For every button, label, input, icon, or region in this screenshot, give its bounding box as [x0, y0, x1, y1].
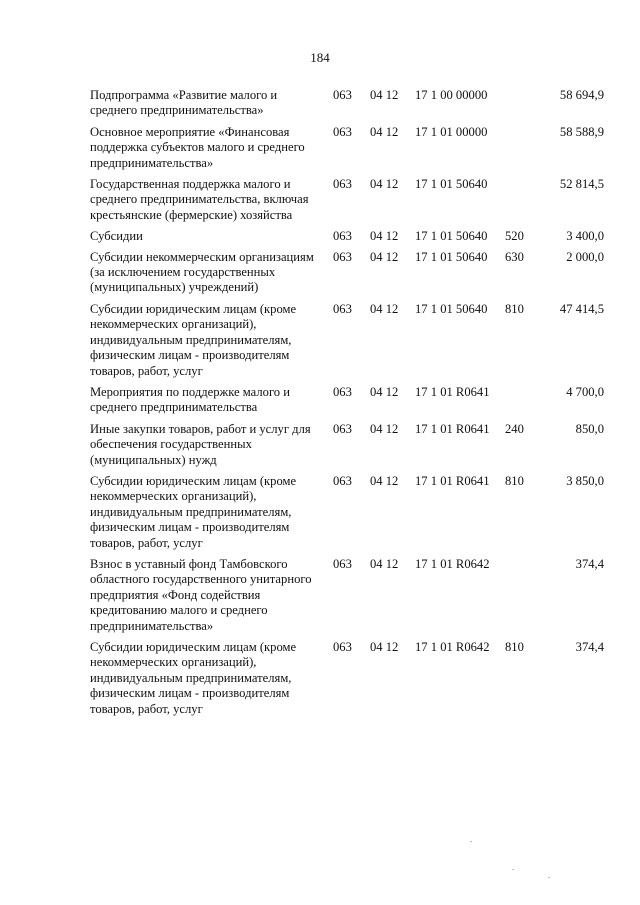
- row-ved: 063: [333, 473, 352, 488]
- row-csr: 17 1 01 50640: [415, 301, 488, 316]
- row-name: Иные закупки товаров, работ и услуг для обеспечения государственных (муниципальных) нужд: [90, 421, 311, 467]
- table-row: [90, 474, 606, 551]
- row-ved: 063: [333, 640, 352, 654]
- scan-speck: .: [548, 870, 551, 880]
- row-sum: 4 700,0: [566, 384, 604, 399]
- row-ved: 063: [333, 249, 352, 264]
- row-name: Субсидии: [90, 229, 143, 244]
- row-name: Основное мероприятие «Финансовая поддержка субъектов малого и среднего предпринимательства»: [90, 124, 305, 170]
- row-ved: 063: [333, 556, 352, 571]
- row-name: Взнос в уставный фонд Тамбовского областного государственного унитарного предприятия «Фонд содействия кредитованию малого и среднего предпринимательства»: [90, 556, 312, 633]
- row-sum: 52 814,5: [559, 177, 604, 192]
- row-name: Подпрограмма «Развитие малого и среднего предпринимательства»: [90, 88, 278, 118]
- row-sum: 3 850,0: [566, 473, 604, 488]
- row-name: Мероприятия по поддержке малого и среднего предпринимательства: [90, 384, 290, 415]
- row-csr: 17 1 00 00000: [415, 88, 488, 102]
- row-name: Субсидии некоммерческим организациям (за исключением государственных (муниципальных) учреждений): [90, 249, 314, 295]
- table-row: [90, 229, 606, 244]
- table-row: [90, 250, 606, 296]
- row-vr: 520: [505, 229, 524, 244]
- row-rz-pr: 04 12: [370, 473, 399, 488]
- row-ved: 063: [333, 384, 352, 399]
- row-rz-pr: 04 12: [370, 421, 399, 436]
- row-sum: 374,4: [575, 556, 604, 571]
- table-row: [90, 88, 606, 119]
- row-ved: 063: [333, 124, 352, 139]
- row-ved: 063: [333, 229, 352, 244]
- table-row: [90, 125, 606, 171]
- page-number: 184: [310, 50, 330, 65]
- scan-speck: .: [512, 862, 515, 872]
- row-ved: 063: [333, 177, 352, 192]
- row-sum: 2 000,0: [566, 249, 604, 264]
- row-vr: 240: [505, 421, 524, 436]
- table-row: [90, 422, 606, 468]
- row-vr: 810: [505, 473, 524, 488]
- row-rz-pr: 04 12: [370, 640, 399, 654]
- row-vr: 630: [505, 249, 524, 264]
- row-csr: 17 1 01 50640: [415, 229, 488, 244]
- row-csr: 17 1 01 50640: [415, 249, 488, 264]
- row-csr: 17 1 01 50640: [415, 177, 488, 192]
- row-ved: 063: [333, 301, 352, 316]
- row-name: Субсидии юридическим лицам (кроме некоммерческих организаций), индивидуальным предпринимателям, физическим лицам - производителям товаров, работ, услуг: [90, 473, 297, 550]
- row-csr: 17 1 01 R0641: [415, 421, 490, 436]
- row-name: Субсидии юридическим лицам (кроме некоммерческих организаций), индивидуальным предпринимателям, физическим лицам - производителям товаров, работ, услуг: [90, 301, 297, 378]
- row-vr: 810: [505, 640, 524, 654]
- row-rz-pr: 04 12: [370, 384, 399, 399]
- row-ved: 063: [333, 88, 352, 102]
- budget-table: [90, 88, 606, 723]
- row-sum: 850,0: [575, 421, 604, 436]
- row-csr: 17 1 01 R0641: [415, 384, 490, 399]
- table-row: [90, 557, 606, 634]
- scan-speck: .: [470, 834, 473, 844]
- row-sum: 47 414,5: [559, 301, 604, 316]
- table-row: [90, 640, 606, 717]
- table-row: [90, 385, 606, 416]
- row-sum: 374,4: [575, 640, 604, 654]
- row-rz-pr: 04 12: [370, 88, 399, 102]
- row-name: Субсидии юридическим лицам (кроме некоммерческих организаций), индивидуальным предпринимателям, физическим лицам - производителям товаров, работ, услуг: [90, 640, 297, 716]
- row-rz-pr: 04 12: [370, 177, 399, 192]
- row-rz-pr: 04 12: [370, 556, 399, 571]
- row-name: Государственная поддержка малого и среднего предпринимательства, включая крестьянские (фермерские) хозяйства: [90, 177, 309, 222]
- row-sum: 3 400,0: [566, 229, 604, 244]
- row-rz-pr: 04 12: [370, 124, 399, 139]
- table-row: [90, 177, 606, 223]
- row-sum: 58 588,9: [559, 124, 604, 139]
- row-csr: 17 1 01 R0641: [415, 473, 490, 488]
- row-ved: 063: [333, 421, 352, 436]
- row-csr: 17 1 01 R0642: [415, 640, 490, 654]
- row-csr: 17 1 01 R0642: [415, 556, 490, 571]
- row-sum: 58 694,9: [559, 88, 604, 102]
- table-row: [90, 302, 606, 379]
- row-rz-pr: 04 12: [370, 229, 399, 244]
- row-rz-pr: 04 12: [370, 249, 399, 264]
- row-csr: 17 1 01 00000: [415, 124, 488, 139]
- row-vr: 810: [505, 301, 524, 316]
- row-rz-pr: 04 12: [370, 301, 399, 316]
